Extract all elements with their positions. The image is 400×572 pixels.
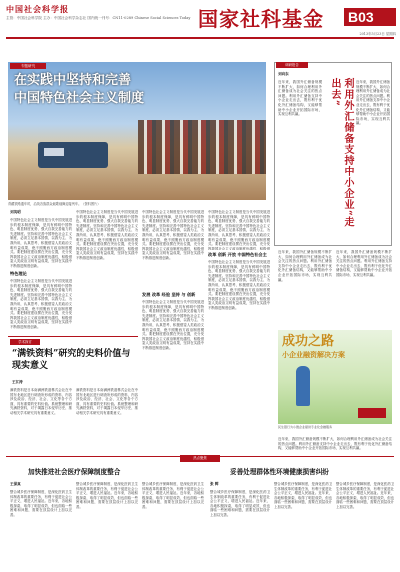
- history-rule: [8, 336, 138, 337]
- history-author: 王江涛: [12, 380, 23, 384]
- lead-col-4a: 中国特色社会主义制度是当代中国发展进步的根本制度保障，是具有鲜明中国特色、明显制度优势、强大自我完善能力的先进制度。坚持和完善中国特色社会主义制度，必须立足基本国情，以我为主、为我所用，认真思考、积极借鉴人类政治文明有益成果，绝不照搬西方政治制度模式。要把制度建设摆在突出位置，充分发挥我国社会主义政治制度优越性，积极借: [208, 210, 270, 250]
- lead-col-1a: 中国特色社会主义制度是当代中国发展进步的根本制度保障，是具有鲜明中国特色、明显制度优势、强大自我完善能力的先进制度。坚持和完善中国特色社会主义制度，必须立足基本国情，以我为主、为我所用，认真思考、积极借鉴人类政治文明有益成果，绝不照搬西方政治制度模式。要把制度建设摆在突出位置，充分发挥我国社会主义政治制度优越性，积极借鉴人类政治文明有益成果，坚持在实践中不断推进制度创新。: [10, 218, 72, 268]
- lead-headline: [14, 72, 214, 112]
- history-headline: “满铁资料”研究的史料价值与现实意义: [12, 349, 131, 371]
- side-author: 刘向东: [278, 72, 289, 76]
- lead-subhead-1: 特色理论: [10, 271, 27, 276]
- newspaper-logo: 中国社会科学报: [6, 5, 69, 14]
- lead-author: 刘英明: [10, 210, 21, 214]
- side-col-3: 近年来，我国外汇储备规模不断扩大，如何合理利用外汇储备成为社会关注的热点问题。利用外汇储备支持中小企业走出去，既有利于优化外汇储备结构，又能够帮助中小企业开拓国际市场，实现互利共赢。: [278, 250, 332, 282]
- history-kicker: 学术探讨: [10, 339, 40, 345]
- history-col-2: 满铁资料是日本南满洲铁道株式会社在中国东北地区进行调查所形成的资料，内容涉及政治、经济、社会、文化等各个方面，具有重要的史料价值。系统整理和研究满铁资料，对于揭露日本侵华历史、推动相关学术研究具有重要意义。: [76, 388, 138, 415]
- side-col-2: 近年来，我国外汇储备规模不断扩大，如何合理利用外汇储备成为社会关注的热点问题。利用外汇储备支持中小企业走出去，既有利于优化外汇储备结构，又能够帮助中小企业开拓国际市场，实现互利共赢。: [356, 80, 390, 126]
- bottom-left-author: 王保真: [10, 482, 21, 486]
- bottom-right-col-2: 整合城乡医疗保障制度，是深化医药卫生体制改革的重要任务，有利于促进社会公平正义，增进人民福祉。近年来，各地积极探索，取得了明显成效，但也面临一些困难和问题，需要在顶层设计上加以完善。: [274, 482, 332, 509]
- bottom-right-headline: 妥善处理群体性环境健康损害纠纷: [230, 468, 329, 476]
- bottom-left-col-1: 整合城乡医疗保障制度，是深化医药卫生体制改革的重要任务，有利于促进社会公平正义，增进人民福祉。近年来，各地积极探索，取得了明显成效，但也面临一些困难和问题，需要在顶层设计上加以完善。: [10, 490, 72, 517]
- side-kicker: 调研报告: [276, 62, 308, 68]
- bottom-kicker: 热点聚焦: [180, 455, 220, 462]
- lead-subhead-2: 发展 改革 经验 坚持 与 创新: [142, 292, 196, 297]
- lead-headline-line2: 中国特色社会主义制度: [14, 91, 145, 106]
- side-col-4: 近年来，我国外汇储备规模不断扩大，如何合理利用外汇储备成为社会关注的热点问题。利用外汇储备支持中小企业走出去，既有利于优化外汇储备结构，又能够帮助中小企业开拓国际市场，实现互利共赢。: [336, 250, 392, 277]
- lead-headline-line1: 在实践中坚持和完善: [14, 73, 132, 88]
- ad-person-image: [296, 366, 310, 406]
- page-number-badge: B03: [344, 8, 396, 26]
- lead-kicker: 专题研究: [10, 63, 46, 69]
- bottom-right-author: 张 辉: [210, 482, 219, 486]
- side-col-5: 近年来，我国外汇储备规模不断扩大，如何合理利用外汇储备成为社会关注的热点问题。利用外汇储备支持中小企业走出去，既有利于优化外汇储备结构，又能够帮助中小企业开拓国际市场，实现互利共赢。: [278, 437, 392, 451]
- history-col-1: 满铁资料是日本南满洲铁道株式会社在中国东北地区进行调查所形成的资料，内容涉及政治、经济、社会、文化等各个方面，具有重要的史料价值。系统整理和研究满铁资料，对于揭露日本侵华历史、推动相关学术研究具有重要意义。: [10, 388, 72, 415]
- train-image: [38, 142, 108, 168]
- ad-bank-logo: [358, 408, 386, 418]
- ad-caption: 民生银行为小微企业提供专业化金融服务: [278, 425, 333, 429]
- lead-col-4b: 中国特色社会主义制度是当代中国发展进步的根本制度保障，是具有鲜明中国特色、明显制度优势、强大自我完善能力的先进制度。坚持和完善中国特色社会主义制度，必须立足基本国情，以我为主、为我所用，认真思考、积极借鉴人类政治文明有益成果，绝不照搬西方政治制度模式。要把制度建设摆在突出位置，充分发挥我国社会主义政治制度优越性，积极借鉴人类政治文明有益成果，坚持在实践中不断推进制度创新。: [208, 260, 270, 310]
- bottom-left-headline: 加快推进社会医疗保障制度整合: [28, 468, 121, 476]
- side-col-1: 近年来，我国外汇储备规模不断扩大，如何合理利用外汇储备成为社会关注的热点问题。利用外汇储备支持中小企业走出去，既有利于优化外汇储备结构，又能够帮助中小企业开拓国际市场，实现互利共赢。: [278, 80, 322, 117]
- lead-photo-caption: 青藏铁路通车时，沿线各族群众载歌载舞迎接列车。（资料图片）: [8, 202, 101, 206]
- side-headline: 利用外汇储备支持中小企业“走出去”: [329, 78, 353, 228]
- crowd-image: [138, 120, 266, 174]
- masthead-rule: [6, 37, 394, 39]
- ad-title: 成功之路: [282, 334, 335, 349]
- bottom-left-col-3: 整合城乡医疗保障制度，是深化医药卫生体制改革的重要任务，有利于促进社会公平正义，增进人民福祉。近年来，各地积极探索，取得了明显成效，但也面临一些困难和问题，需要在顶层设计上加以完善。: [142, 482, 204, 509]
- bottom-right-col-3: 整合城乡医疗保障制度，是深化医药卫生体制改革的重要任务，有利于促进社会公平正义，增进人民福祉。近年来，各地积极探索，取得了明显成效，但也面临一些困难和问题，需要在顶层设计上加以完善。: [336, 482, 394, 509]
- bottom-left-col-2: 整合城乡医疗保障制度，是深化医药卫生体制改革的重要任务，有利于促进社会公平正义，增进人民福祉。近年来，各地积极探索，取得了明显成效，但也面临一些困难和问题，需要在顶层设计上加以完善。: [76, 482, 138, 509]
- lead-col-2: 中国特色社会主义制度是当代中国发展进步的根本制度保障，是具有鲜明中国特色、明显制度优势、强大自我完善能力的先进制度。坚持和完善中国特色社会主义制度，必须立足基本国情，以我为主、为我所用，认真思考、积极借鉴人类政治文明有益成果，绝不照搬西方政治制度模式。要把制度建设摆在突出位置，充分发挥我国社会主义政治制度优越性，积极借鉴人类政治文明有益成果，坚持在实践中不断推进制度创新。: [76, 210, 138, 260]
- bottom-right-col-1: 整合城乡医疗保障制度，是深化医药卫生体制改革的重要任务，有利于促进社会公平正义，增进人民福祉。近年来，各地积极探索，取得了明显成效，但也面临一些困难和问题，需要在顶层设计上加以完善。: [210, 490, 270, 517]
- lead-col-1b: 中国特色社会主义制度是当代中国发展进步的根本制度保障，是具有鲜明中国特色、明显制度优势、强大自我完善能力的先进制度。坚持和完善中国特色社会主义制度，必须立足基本国情，以我为主、为我所用，认真思考、积极借鉴人类政治文明有益成果，绝不照搬西方政治制度模式。要把制度建设摆在突出位置，充分发挥我国社会主义政治制度优越性，积极借鉴人类政治文明有益成果，坚持在实践中不断推进制度创新。: [10, 279, 72, 329]
- ad-subtitle: 小企业融资解决方案: [282, 350, 345, 359]
- lead-col-3b: 中国特色社会主义制度是当代中国发展进步的根本制度保障，是具有鲜明中国特色、明显制度优势、强大自我完善能力的先进制度。坚持和完善中国特色社会主义制度，必须立足基本国情，以我为主、为我所用，认真思考、积极借鉴人类政治文明有益成果，绝不照搬西方政治制度模式。要把制度建设摆在突出位置，充分发挥我国社会主义政治制度优越性，积极借鉴人类政治文明有益成果，坚持在实践中不断推进制度创新。: [142, 300, 204, 350]
- lead-col-3a: 中国特色社会主义制度是当代中国发展进步的根本制度保障，是具有鲜明中国特色、明显制度优势、强大自我完善能力的先进制度。坚持和完善中国特色社会主义制度，必须立足基本国情，以我为主、为我所用，认真思考、积极借鉴人类政治文明有益成果，绝不照搬西方政治制度模式。要把制度建设摆在突出位置，充分发挥我国社会主义政治制度优越性，积极借鉴人类政治文明有益成果，坚持在实践中不断推进制度创新。: [142, 210, 204, 260]
- issue-date: 2013年5月23日 星期四: [359, 32, 396, 36]
- section-title: 国家社科基金: [198, 7, 324, 31]
- lead-subhead-3: 改革 创新 开放 中国特色社会主: [208, 252, 267, 257]
- masthead-meta: 主管：中国社会科学院 主办：中国社会科学杂志社 国内统一刊号：CN11-0289 Chinese Social Sciences Today: [6, 16, 191, 20]
